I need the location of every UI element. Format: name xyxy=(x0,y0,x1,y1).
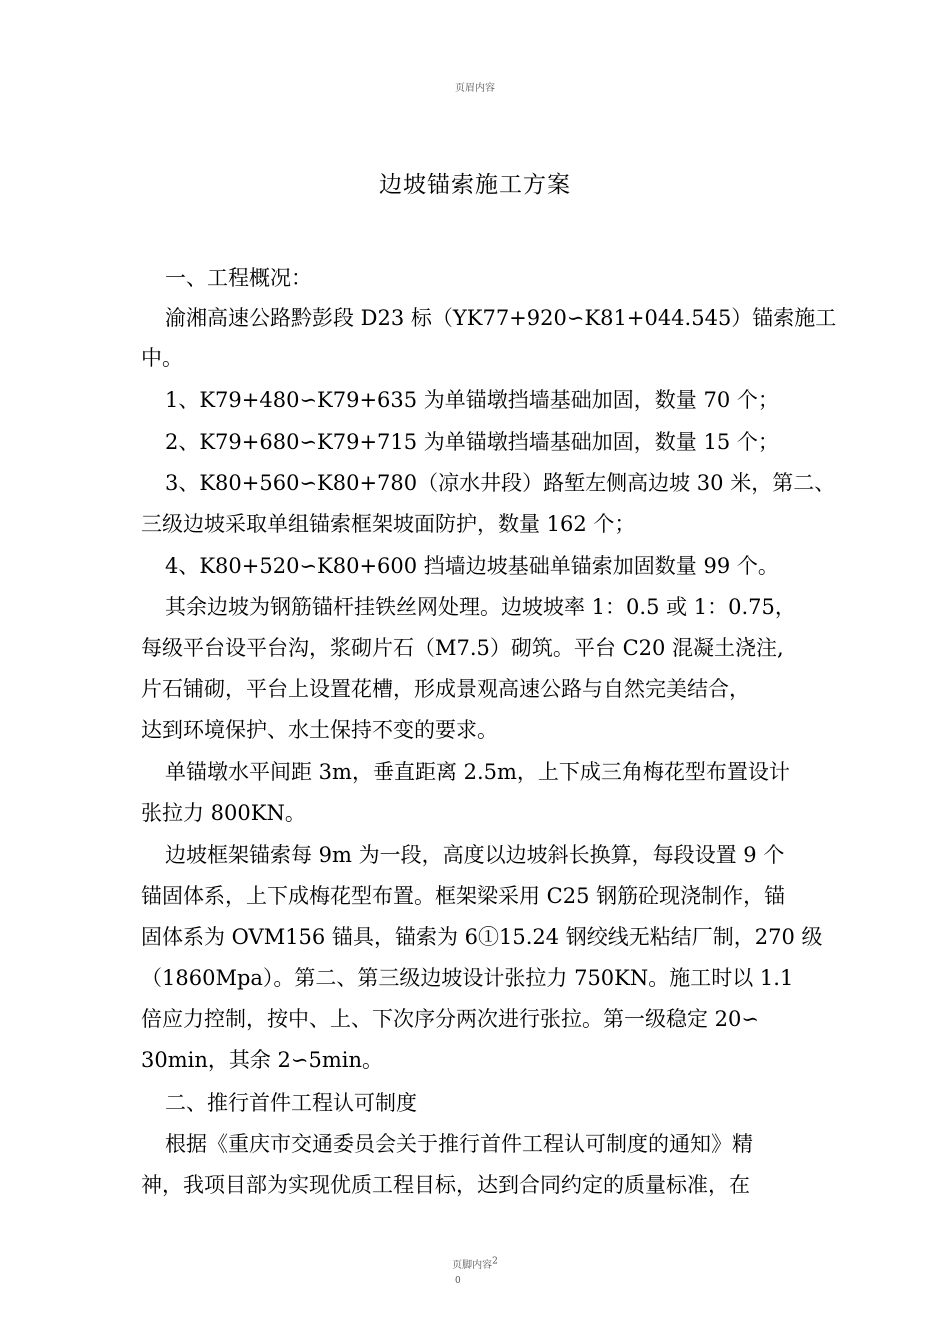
paragraph-line: 倍应力控制，按中、上、下次序分两次进行张拉。第一级稳定 20∽ xyxy=(141,1007,759,1031)
list-item: 1、K79+480∽K79+635 为单锚墩挡墙基础加固，数量 70 个； xyxy=(165,388,779,412)
section-heading-2: 二、推行首件工程认可制度 xyxy=(165,1091,417,1115)
page-header: 页眉内容 xyxy=(455,83,495,94)
document-title: 边坡锚索施工方案 xyxy=(379,172,571,198)
paragraph-line: 神，我项目部为实现优质工程目标，达到合同约定的质量标准，在 xyxy=(141,1173,750,1197)
list-item: 4、K80+520∽K80+600 挡墙边坡基础单锚索加固数量 99 个。 xyxy=(165,554,779,578)
list-item: 3、K80+560∽K80+780（凉水井段）路堑左侧高边坡 30 米，第二、 xyxy=(165,471,836,495)
paragraph-line: 每级平台设平台沟，浆砌片石（M7.5）砌筑。平台 C20 混凝土浇注, xyxy=(141,636,784,660)
paragraph-line: （1860Mpa）。第二、第三级边坡设计张拉力 750KN。施工时以 1.1 xyxy=(141,966,794,990)
list-item: 2、K79+680∽K79+715 为单锚墩挡墙基础加固，数量 15 个； xyxy=(165,430,779,454)
list-item: 三级边坡采取单组锚索框架坡面防护，数量 162 个； xyxy=(141,512,636,536)
paragraph-line: 中。 xyxy=(141,346,183,370)
paragraph-line: 其余边坡为钢筋锚杆挂铁丝网处理。边坡坡率 1：0.5 或 1：0.75， xyxy=(165,595,796,619)
paragraph-line: 根据《重庆市交通委员会关于推行首件工程认可制度的通知》精 xyxy=(165,1132,753,1156)
paragraph-line: 边坡框架锚索每 9m 为一段，高度以边坡斜长换算，每段设置 9 个 xyxy=(165,843,785,867)
section-heading-1: 一、工程概况： xyxy=(165,266,312,290)
footer-page-number: 2 xyxy=(492,1256,498,1267)
paragraph-line: 固体系为 OVM156 锚具，锚索为 6①15.24 钢绞线无粘结厂制，270 级 xyxy=(141,925,823,949)
footer-text: 页脚内容 xyxy=(452,1260,493,1271)
page-footer xyxy=(0,1256,950,1271)
footer-subscript: 0 xyxy=(455,1276,461,1286)
paragraph-line: 张拉力 800KN。 xyxy=(141,801,306,825)
paragraph-line: 单锚墩水平间距 3m，垂直距离 2.5m，上下成三角梅花型布置设计 xyxy=(165,760,790,784)
paragraph-line: 达到环境保护、水土保持不变的要求。 xyxy=(141,718,498,742)
paragraph-line: 片石铺砌，平台上设置花槽，形成景观高速公路与自然完美结合， xyxy=(141,677,750,701)
paragraph-line: 锚固体系，上下成梅花型布置。框架梁采用 C25 钢筋砼现浇制作，锚 xyxy=(141,884,786,908)
paragraph-line: 30min，其余 2∽5min。 xyxy=(141,1048,384,1072)
paragraph-line: 渝湘高速公路黔彭段 D23 标（YK77+920∽K81+044.545）锚索施工 xyxy=(165,306,837,330)
